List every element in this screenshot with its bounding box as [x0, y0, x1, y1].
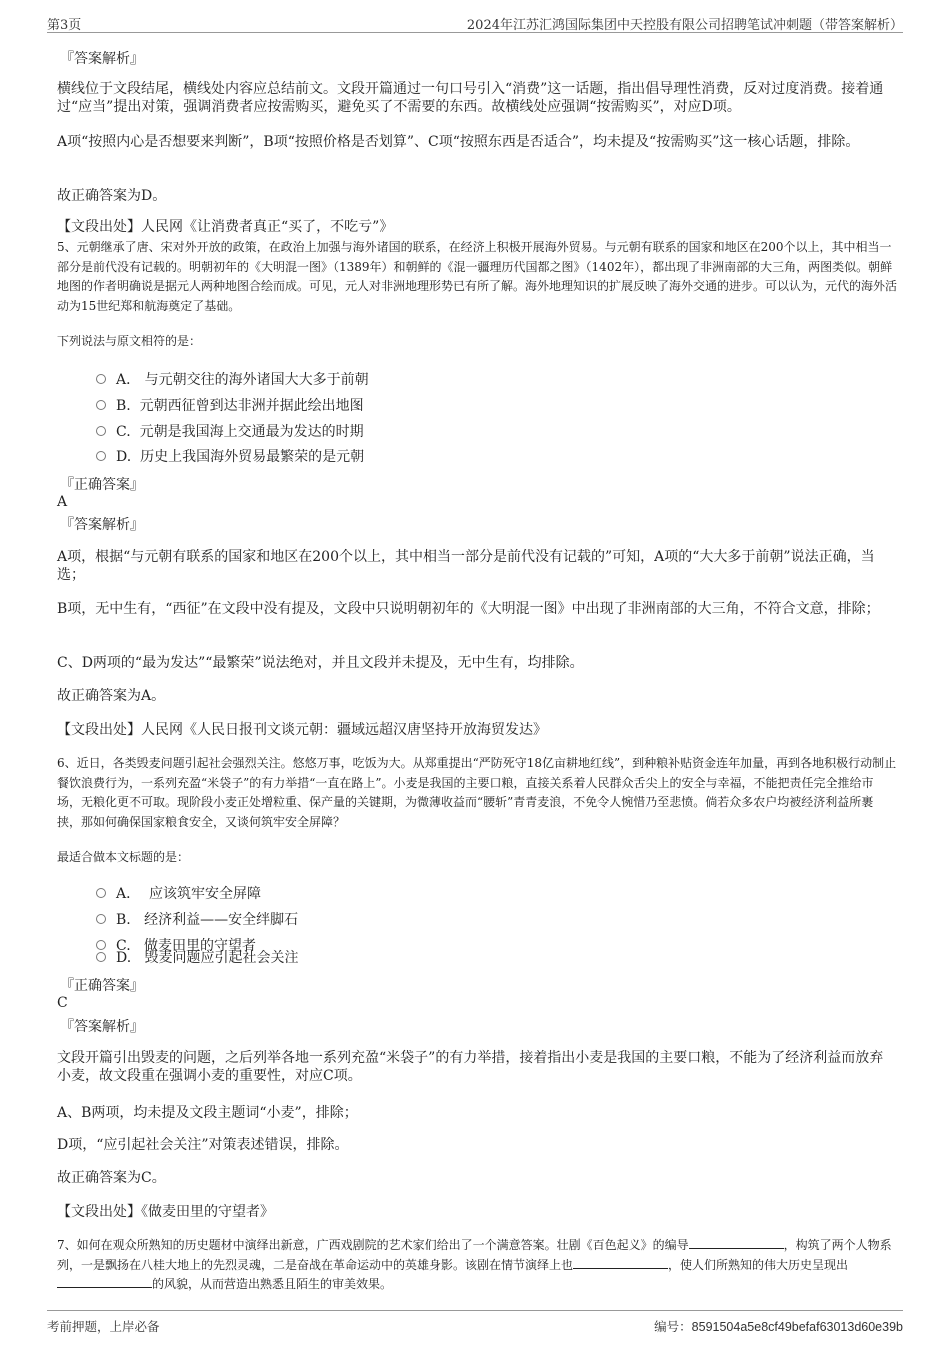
q6-text: 6、近日，各类毁麦问题引起社会强烈关注。悠悠万事，吃饭为大。从郑重提出“严防死守18亿亩耕地红线”，到种粮补贴资金连年加量，再到各地积极行动制止餐饮浪费行为，一系列充盈“米袋子”的有力举措“一直在路上”。小麦是我国的主要口粮，直接关系着人民群众舌尖上的安全与幸福，不能把责任完全推给市场，无粮化更不可取。现阶段小麦正处增粒重、保产量的关键期，为微薄收益而“腰斩”青青麦浪，不免令人惋惜乃至悲愤。倘若众多农户均被经济利益所裹挟，那如何确保国家粮食安全，又谈何筑牢安全屏障？	[57, 756, 897, 829]
q4-source: 【文段出处】人民网《让消费者真正“买了，不吃亏”》	[57, 219, 394, 235]
q6-option-d[interactable]: D. 毁麦问题应引起社会关注	[96, 947, 299, 967]
q5-correct-answer: A	[57, 494, 68, 510]
q4-conclusion: 故正确答案为D。	[57, 188, 167, 204]
q6-prompt: 最适合做本文标题的是：	[57, 850, 190, 864]
q5-analysis-p1: A项，根据“与元朝有联系的国家和地区在200个以上，其中相当一部分是前代没有记载的”可知，A项的“大大多于前朝”说法正确，当选；	[57, 549, 875, 583]
q5-option-b[interactable]: B. 元朝西征曾到达非洲并据此绘出地图	[96, 395, 364, 415]
q6-analysis-p2: A、B两项，均未提及文段主题词“小麦”，排除；	[57, 1105, 358, 1121]
q6-analysis-label: 『答案解析』	[60, 1019, 144, 1035]
radio-icon[interactable]	[96, 426, 106, 436]
q6-option-c[interactable]: C. 做麦田里的守望者	[96, 935, 256, 955]
answer-blank[interactable]	[689, 1236, 784, 1249]
q5-source: 【文段出处】人民网《人民日报刊文谈元朝：疆域远超汉唐坚持开放海贸发达》	[57, 722, 547, 738]
q6-analysis-p1: 文段开篇引出毁麦的问题，之后列举各地一系列充盈“米袋子”的有力举措，接着指出小麦是我国的主要口粮，不能为了经济利益而放弃小麦，故文段重在强调小麦的重要性，对应C项。	[57, 1050, 884, 1084]
footer-slogan: 考前押题，上岸必备	[47, 1319, 160, 1334]
q6-correct-label: 『正确答案』	[60, 978, 144, 994]
radio-icon[interactable]	[96, 374, 106, 384]
q7-text: 7、如何在观众所熟知的历史题材中演绎出新意，广西戏剧院的艺术家们给出了一个满意答案。壮剧《百色起义》的编导 ，构筑了两个人物系列，一是飘扬在八桂大地上的先烈灵魂，二是奋战在革命运动中的英雄身影。该剧在情节演绎上也 ，使人们所熟知的伟大历史呈现出的风貌，从而营造出熟悉且陌生的审美效果。	[57, 1238, 892, 1291]
q5-analysis-p3: C、D两项的“最为发达”“最繁荣”说法绝对，并且文段并未提及，无中生有，均排除。	[57, 655, 584, 671]
q6-correct-answer: C	[57, 995, 68, 1011]
q5-analysis-label: 『答案解析』	[60, 517, 144, 533]
page-header	[47, 0, 903, 33]
q5-option-a[interactable]: A． 与元朝交往的海外诸国大大多于前朝	[96, 369, 369, 389]
footer-code: 编号：8591504a5e8cf49befaf63013d60e39b	[654, 1319, 903, 1334]
document-title: 2024年江苏汇鸿国际集团中天控股有限公司招聘笔试冲刺题（带答案解析）	[466, 18, 903, 33]
radio-icon[interactable]	[96, 888, 106, 898]
page-footer	[47, 1310, 903, 1336]
page-number: 第3页	[47, 18, 82, 33]
q6-conclusion: 故正确答案为C。	[57, 1170, 166, 1186]
radio-icon[interactable]	[96, 451, 106, 461]
radio-icon[interactable]	[96, 914, 106, 924]
radio-icon[interactable]	[96, 400, 106, 410]
q5-option-c[interactable]: C. 元朝是我国海上交通最为发达的时期	[96, 421, 364, 441]
q4-analysis-p2: A项“按照内心是否想要来判断”，B项“按照价格是否划算”、C项“按照东西是否适合”，均未提及“按需购买”这一核心话题，排除。	[57, 134, 860, 150]
q5-option-d[interactable]: D. 历史上我国海外贸易最繁荣的是元朝	[96, 446, 364, 466]
q6-analysis-p3: D项，“应引起社会关注”对策表述错误，排除。	[57, 1137, 349, 1153]
q6-option-b[interactable]: B. 经济利益——安全绊脚石	[96, 909, 298, 929]
q5-analysis-p2: B项，无中生有，“西征”在文段中没有提及，文段中只说明朝初年的《大明混一图》中出现了非洲南部的大三角，不符合文意，排除；	[57, 601, 880, 617]
answer-blank[interactable]	[57, 1275, 152, 1288]
q5-text: 5、元朝继承了唐、宋对外开放的政策，在政治上加强与海外诸国的联系，在经济上积极开展海外贸易。与元朝有联系的国家和地区在200个以上，其中相当一部分是前代没有记载的。明朝初年的《大明混一图》（1389年）和朝鲜的《混一疆理历代国都之图》（1402年），都出现了非洲南部的大三角，两图类似。朝鲜地图的作者明确说是据元人两种地图合绘而成。可见，元人对非洲地理形势已有所了解。海外地理知识的扩展反映了海外交通的进步。可以认为，元代的海外活动为15世纪郑和航海奠定了基础。	[57, 240, 898, 313]
radio-icon[interactable]	[96, 952, 106, 962]
q6-source: 【文段出处】《做麦田里的守望者》	[57, 1204, 274, 1220]
q4-analysis-label: 『答案解析』	[60, 51, 144, 67]
q6-option-a[interactable]: A． 应该筑牢安全屏障	[96, 883, 261, 903]
q5-prompt: 下列说法与原文相符的是：	[57, 334, 202, 348]
q5-conclusion: 故正确答案为A。	[57, 688, 166, 704]
q4-analysis-p1: 横线位于文段结尾，横线处内容应总结前文。文段开篇通过一句口号引入“消费”这一话题，指出倡导理性消费，反对过度消费。接着通过“应当”提出对策，强调消费者应按需购买，避免买了不需要的东西。故横线处应强调“按需购买”，对应D项。	[57, 81, 884, 115]
q5-correct-label: 『正确答案』	[60, 477, 144, 493]
answer-blank[interactable]	[573, 1256, 668, 1269]
